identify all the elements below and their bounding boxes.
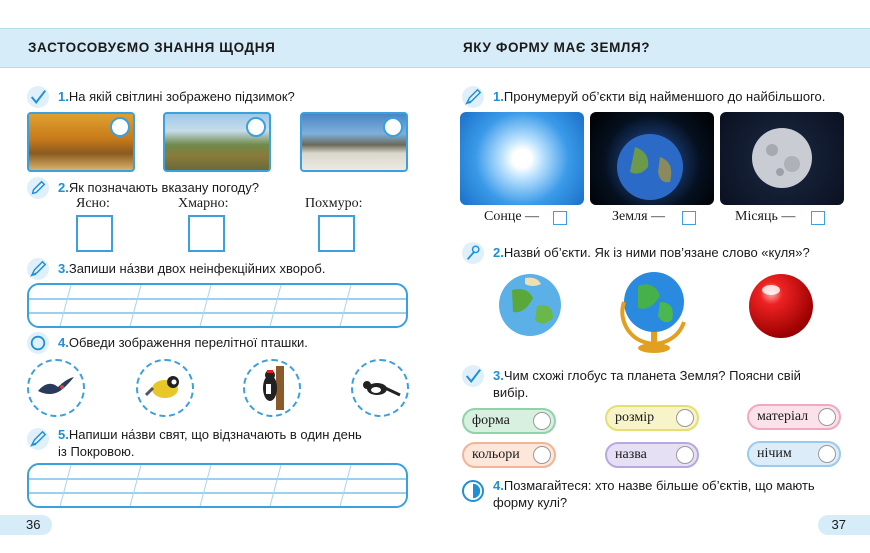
right-section-header bbox=[435, 28, 870, 68]
right-task-2: 2.Назви́ об’єкти. Як із ними пов’язане слово «куля»? bbox=[493, 245, 810, 260]
option-toggle[interactable] bbox=[533, 412, 551, 430]
ruled-lines bbox=[29, 285, 408, 328]
ruled-lines bbox=[29, 465, 408, 508]
first-frost-photo[interactable] bbox=[300, 112, 408, 172]
option-form[interactable]: форма bbox=[462, 408, 556, 434]
left-task-5: 5.Напиши на́зви свят, що відзначають в один день із Покровою. bbox=[58, 427, 362, 459]
label-earth: Земля — bbox=[612, 209, 666, 224]
left-header-title: ЗАСТОСОВУЄМО ЗНАННЯ ЩОДНЯ bbox=[28, 40, 276, 55]
pen-icon bbox=[27, 428, 49, 450]
answer-circle[interactable] bbox=[383, 117, 403, 137]
hills-photo[interactable] bbox=[163, 112, 271, 172]
answer-box-overcast[interactable] bbox=[318, 215, 355, 252]
pen-icon bbox=[27, 258, 49, 280]
answer-box-cloudy[interactable] bbox=[188, 215, 225, 252]
answer-circle[interactable] bbox=[246, 117, 266, 137]
checkmark-icon bbox=[27, 86, 49, 108]
moon-image bbox=[720, 112, 844, 205]
left-task-1: 1.На якій світлині зображено підзимок? bbox=[58, 89, 295, 104]
answer-box-clear[interactable] bbox=[76, 215, 113, 252]
option-name[interactable]: назва bbox=[605, 442, 699, 468]
option-size[interactable]: розмір bbox=[605, 405, 699, 431]
writing-lines-2[interactable] bbox=[27, 463, 408, 508]
autumn-forest-photo[interactable] bbox=[27, 112, 135, 172]
weather-label-overcast: Похмуро: bbox=[305, 196, 363, 211]
option-toggle[interactable] bbox=[676, 446, 694, 464]
great-tit-bird[interactable] bbox=[136, 359, 194, 417]
swallow-bird[interactable] bbox=[27, 359, 85, 417]
magpie-bird[interactable] bbox=[351, 359, 409, 417]
tit-icon bbox=[145, 371, 185, 405]
number-box-earth[interactable] bbox=[682, 211, 696, 225]
number-box-moon[interactable] bbox=[811, 211, 825, 225]
option-toggle[interactable] bbox=[676, 409, 694, 427]
earth-ball-image bbox=[497, 272, 563, 338]
magpie-icon bbox=[359, 373, 401, 403]
option-toggle[interactable] bbox=[818, 408, 836, 426]
left-task-3: 3.Запиши на́зви двох неінфекційних хвороб. bbox=[58, 261, 326, 276]
pencil-icon bbox=[27, 177, 49, 199]
checkmark-icon bbox=[462, 365, 484, 387]
left-task-2: 2.Як позначають вказану погоду? bbox=[58, 180, 259, 195]
red-ball-image bbox=[747, 272, 815, 340]
right-task-1: 1.Пронумеруй об’єкти від найменшого до найбільшого. bbox=[493, 89, 826, 104]
left-task-4: 4.Обведи зображення перелітної пташки. bbox=[58, 335, 308, 350]
option-nothing[interactable]: нічим bbox=[747, 441, 841, 467]
moon-globe bbox=[720, 112, 844, 205]
number-box-sun[interactable] bbox=[553, 211, 567, 225]
left-section-header bbox=[0, 28, 435, 68]
pen-icon bbox=[462, 86, 484, 108]
timer-icon bbox=[462, 480, 484, 502]
earth-globe bbox=[590, 112, 714, 205]
answer-circle[interactable] bbox=[110, 117, 130, 137]
sun-image bbox=[460, 112, 584, 205]
option-colors[interactable]: кольори bbox=[462, 442, 556, 468]
microphone-icon bbox=[462, 242, 484, 264]
option-material[interactable]: матеріал bbox=[747, 404, 841, 430]
right-task-3: 3.Чим схожі глобус та планета Земля? Поясни свій вибір. bbox=[493, 368, 801, 400]
weather-label-clear: Ясно: bbox=[76, 196, 110, 211]
swallow-icon bbox=[36, 373, 76, 403]
page-number-right: 37 bbox=[818, 515, 870, 535]
woodpecker-icon bbox=[254, 366, 290, 410]
right-page bbox=[435, 0, 870, 553]
label-moon: Місяць — bbox=[735, 209, 796, 224]
option-toggle[interactable] bbox=[818, 445, 836, 463]
label-sun: Сонце — bbox=[484, 209, 540, 224]
right-task-4: 4.Позмагайтеся: хто назве більше об’єктів, що мають форму кулі? bbox=[493, 478, 815, 510]
woodpecker-bird[interactable] bbox=[243, 359, 301, 417]
weather-label-cloudy: Хмарно: bbox=[178, 196, 229, 211]
right-header-title: ЯКУ ФОРМУ МАЄ ЗЕМЛЯ? bbox=[463, 40, 651, 55]
option-toggle[interactable] bbox=[533, 446, 551, 464]
circle-outline-icon bbox=[27, 332, 49, 354]
writing-lines-1[interactable] bbox=[27, 283, 408, 328]
page-number-left: 36 bbox=[0, 515, 52, 535]
globe-image bbox=[620, 266, 692, 356]
earth-image bbox=[590, 112, 714, 205]
